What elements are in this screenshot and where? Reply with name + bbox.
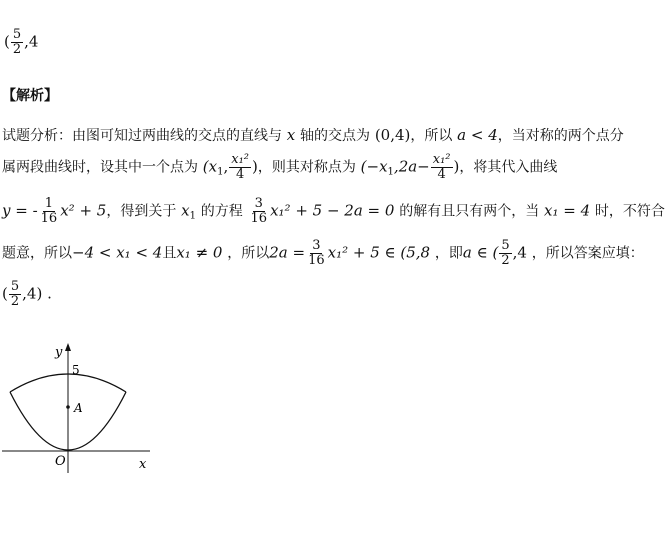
l3-x1: x bbox=[181, 201, 190, 220]
l1-point: (0,4) bbox=[374, 126, 411, 144]
section-title: 【解析】 bbox=[2, 88, 58, 104]
l5-rest: ,4) bbox=[22, 284, 43, 303]
l3-frac-den: 16 bbox=[40, 211, 58, 226]
analysis-line-3: y = - $\frac{1}{16}$ x² + 5，得到关于 $x_1$ 的方程 $\frac{3}{16}$ x₁² + 5 − 2a = 0 的解有且只有两个，当 x₁ = 4 时，不符合 bbox=[2, 196, 665, 226]
l4-prefix: 题意，所以 bbox=[2, 245, 72, 262]
l4-t3: ,4 bbox=[512, 243, 527, 262]
answer-rest: ,4 bbox=[24, 32, 39, 51]
l3-t2: 的方程 bbox=[200, 203, 243, 220]
l5-dot: . bbox=[47, 284, 52, 303]
l3-eq-c: x₁² + 5 − 2a = 0 bbox=[270, 201, 395, 220]
l4-frac bbox=[306, 239, 327, 268]
l2-point2-a: (−x bbox=[360, 157, 388, 176]
l1-ineq: a < 4 bbox=[457, 126, 498, 144]
point-a-dot bbox=[66, 405, 70, 409]
l5-frac-num: 5 bbox=[10, 279, 20, 294]
l3-t4: 时，不符合 bbox=[594, 203, 665, 220]
l2-frac2-den: 4 bbox=[437, 167, 446, 182]
analysis-line-1 bbox=[2, 125, 624, 146]
l4-frac-num: 3 bbox=[312, 238, 321, 253]
l4-frac2 bbox=[499, 239, 511, 268]
l5-frac-den: 2 bbox=[10, 294, 20, 309]
l4-and: 且 bbox=[162, 245, 177, 262]
l1-mid: 轴的交点为 bbox=[300, 128, 371, 144]
frac-den: 2 bbox=[12, 42, 22, 57]
origin-label: O bbox=[55, 454, 66, 469]
l4-frac2-num: 5 bbox=[501, 238, 510, 253]
function-graph-figure bbox=[0, 338, 170, 478]
l4-frac-den: 16 bbox=[308, 253, 325, 268]
top-answer bbox=[4, 28, 38, 57]
analysis-line-2: 属两段曲线时，设其中一个点为 ($x_1$, $\frac{\text{x₁²}}{4}$ )，则其对称点为 ($-x_1,2a-$ $\frac{\text{x₁²}}{4}$ )，将其代入曲线 bbox=[2, 152, 558, 182]
l4-eq: 2a = bbox=[269, 243, 306, 262]
l3-eq-b: x² + 5 bbox=[60, 201, 107, 220]
frac-num: 5 bbox=[12, 27, 22, 42]
l3-t3: 的解有且只有两个，当 bbox=[399, 203, 540, 220]
l5-frac bbox=[9, 280, 21, 309]
l3-frac-num: 1 bbox=[44, 196, 54, 211]
l2-frac1-den: 4 bbox=[235, 167, 245, 182]
l4-frac2-den: 2 bbox=[501, 253, 510, 268]
l4-ineq: −4 < x₁ < 4 bbox=[72, 243, 163, 262]
l4-so: ，所以 bbox=[227, 245, 270, 262]
l1-x: x bbox=[286, 126, 296, 144]
analysis-line-4 bbox=[2, 239, 644, 268]
fraction-five-halves bbox=[11, 28, 23, 57]
l3-t1: ，得到关于 bbox=[106, 203, 177, 220]
l3-frac2-den: 16 bbox=[250, 211, 268, 226]
l2-frac1-num: x₁² bbox=[231, 152, 250, 167]
l2-frac2 bbox=[431, 153, 453, 182]
l3-frac bbox=[39, 197, 60, 226]
x-axis-label: x bbox=[139, 457, 147, 472]
analysis-line-5 bbox=[2, 280, 52, 309]
l3-frac2-num: 3 bbox=[254, 196, 263, 211]
y-axis-label: y bbox=[55, 345, 63, 360]
l2-frac2-num: x₁² bbox=[432, 152, 451, 167]
l2-point1-a: (x bbox=[202, 157, 218, 176]
l1-text: 试题分析：由图可知过两曲线的交点的直线与 bbox=[2, 128, 282, 144]
point-a-label: A bbox=[74, 401, 83, 415]
l3-frac2 bbox=[249, 197, 270, 226]
l2-point2-b: ,2a− bbox=[393, 157, 430, 176]
l1-so: ，所以 bbox=[410, 128, 453, 144]
l2-text: 属两段曲线时，设其中一个点为 bbox=[2, 159, 198, 176]
l2-frac1 bbox=[229, 153, 251, 182]
l2-tail: ，将其代入曲线 bbox=[459, 159, 558, 176]
l4-a: a ∈ ( bbox=[462, 243, 499, 262]
l4-t4: ，所以答案应填： bbox=[531, 245, 644, 262]
l5-open: ( bbox=[2, 284, 8, 303]
l1-tail: ，当对称的两个点分 bbox=[497, 128, 624, 144]
l4-t2: ，即 bbox=[434, 245, 463, 262]
paren-open: ( bbox=[4, 32, 10, 51]
y-tick-five-label: 5 bbox=[72, 363, 80, 377]
y-axis-arrow-icon bbox=[65, 343, 71, 351]
l2-mid: ，则其对称点为 bbox=[257, 159, 356, 176]
l4-eq2: x₁² + 5 ∈ (5,8 bbox=[327, 243, 431, 262]
l4-neq: x₁ ≠ 0 bbox=[176, 243, 223, 262]
l3-eq-a: y = - bbox=[2, 201, 38, 220]
l3-eq-d: x₁ = 4 bbox=[544, 201, 591, 220]
